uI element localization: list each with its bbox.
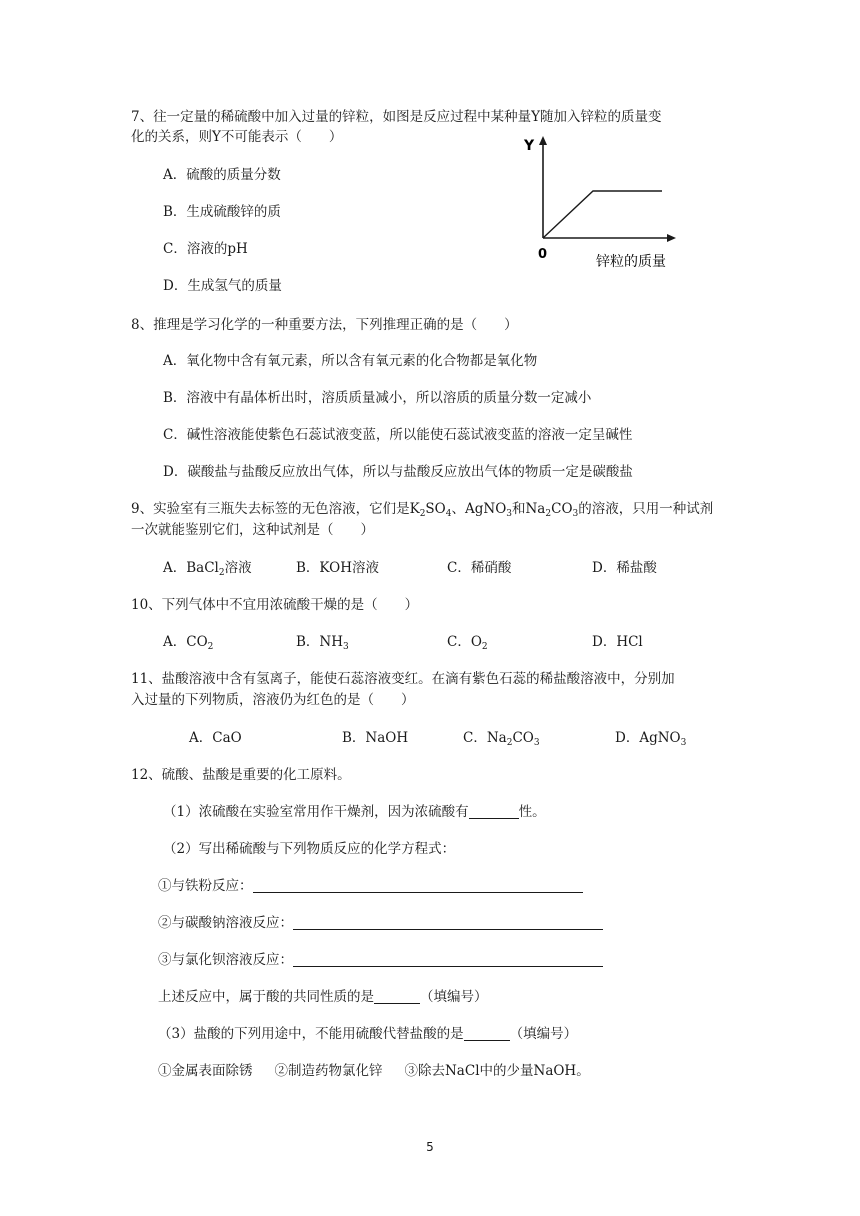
graph-x-arrow: [667, 234, 676, 242]
q7-option-d: D．生成氢气的质量: [163, 278, 282, 294]
q12-reaction-3: ③与氯化钡溶液反应：: [158, 951, 603, 969]
q12-part3: （3）盐酸的下列用途中，不能用硫酸代替盐酸的是 （填编号）: [158, 1026, 578, 1042]
page-number: 5: [426, 1140, 434, 1154]
q10-option-b: B．$NH_3$: [296, 634, 349, 652]
q12-stem: 12、硫酸、盐酸是重要的化工原料。: [131, 767, 351, 783]
q8-option-b: B．溶液中有晶体析出时，溶质质量减小，所以溶质的质量分数一定减小: [163, 390, 592, 406]
q10-option-d: D．HCl: [592, 634, 643, 650]
q8-option-c: C．碱性溶液能使紫色石蕊试液变蓝，所以能使石蕊试液变蓝的溶液一定呈碱性: [163, 427, 633, 443]
q8-stem: 8、推理是学习化学的一种重要方法，下列推理正确的是（ ）: [131, 317, 518, 333]
q7-graph: [518, 128, 688, 273]
q9-option-d: D．稀盐酸: [592, 560, 657, 576]
q11-stem-line1: 11、盐酸溶液中含有氢离子，能使石蕊溶液变红。在滴有紫色石蕊的稀盐酸溶液中，分别加: [131, 671, 675, 687]
q7-option-b: B．生成硫酸锌的质: [163, 204, 281, 220]
q8-option-d: D．碳酸盐与盐酸反应放出气体，所以与盐酸反应放出气体的物质一定是碳酸盐: [163, 464, 633, 480]
q7-option-a: A．硫酸的质量分数: [163, 167, 281, 183]
q10-option-a: A．$CO_2$: [163, 634, 214, 652]
q12-part3-blank[interactable]: [464, 1026, 510, 1041]
q10-option-c: C．$O_2$: [447, 634, 488, 652]
q9-stem-line2: 一次就能鉴别它们，这种试剂是（ ）: [131, 522, 374, 538]
q9-option-b: B．KOH溶液: [296, 560, 379, 576]
graph-origin-label: 0: [538, 247, 548, 262]
q12-uses: [158, 1062, 590, 1080]
q12-reaction-3-blank[interactable]: [293, 952, 603, 967]
q11-option-c: C．$Na_2CO_3$: [463, 730, 540, 748]
q11-option-d: D．AgNO$_3$: [615, 730, 687, 748]
q8-option-a: A．氧化物中含有氧元素，所以含有氧元素的化合物都是氧化物: [163, 353, 538, 369]
q12-common-property: 上述反应中，属于酸的共同性质的是 （填编号）: [158, 989, 488, 1005]
q12-part1: （1）浓硫酸在实验室常用作干燥剂，因为浓硫酸有 性。: [163, 804, 546, 820]
q7-stem-line1: 7、往一定量的稀硫酸中加入过量的锌粒，如图是反应过程中某种量Y随加入锌粒的质量变: [131, 109, 662, 125]
graph-y-arrow: [539, 136, 547, 145]
q10-stem: 10、下列气体中不宜用浓硫酸干燥的是（ ）: [131, 597, 419, 613]
q12-reaction-1: ①与铁粉反应：: [158, 877, 583, 895]
q11-option-a: A．CaO: [189, 730, 242, 746]
q12-reaction-2-blank[interactable]: [293, 915, 603, 930]
q12-reaction-2: ②与碳酸钠溶液反应：: [158, 914, 603, 932]
graph-curve: [543, 191, 662, 238]
graph-x-label: 锌粒的质量: [596, 254, 666, 270]
q12-part1-blank[interactable]: [469, 804, 519, 819]
q9-option-a: A．BaCl$_2$溶液: [163, 560, 252, 578]
q12-use-3: ③除去NaCl中的少量NaOH。: [404, 1063, 590, 1079]
graph-y-label: Y: [524, 138, 535, 154]
q11-stem-line2: 入过量的下列物质，溶液仍为红色的是（ ）: [131, 692, 415, 708]
q9-stem-line1: 9、实验室有三瓶失去标签的无色溶液，它们是$K_2SO_4$、AgNO$_3$和$Na_2CO_3$的溶液，只用一种试剂: [131, 501, 714, 519]
q7-option-c: C．溶液的pH: [163, 241, 248, 257]
q9-option-c: C．稀硝酸: [447, 560, 512, 576]
q12-part2: （2）写出稀硫酸与下列物质反应的化学方程式：: [163, 841, 456, 857]
q11-option-b: B．NaOH: [342, 730, 409, 746]
q7-stem-line2: 化的关系，则Y不可能表示（ ）: [131, 129, 343, 145]
q12-use-2: ②制造药物氯化锌: [274, 1063, 383, 1079]
q12-reaction-1-blank[interactable]: [253, 878, 583, 893]
q12-use-1: ①金属表面除锈: [158, 1063, 253, 1079]
q12-common-property-blank[interactable]: [374, 989, 420, 1004]
